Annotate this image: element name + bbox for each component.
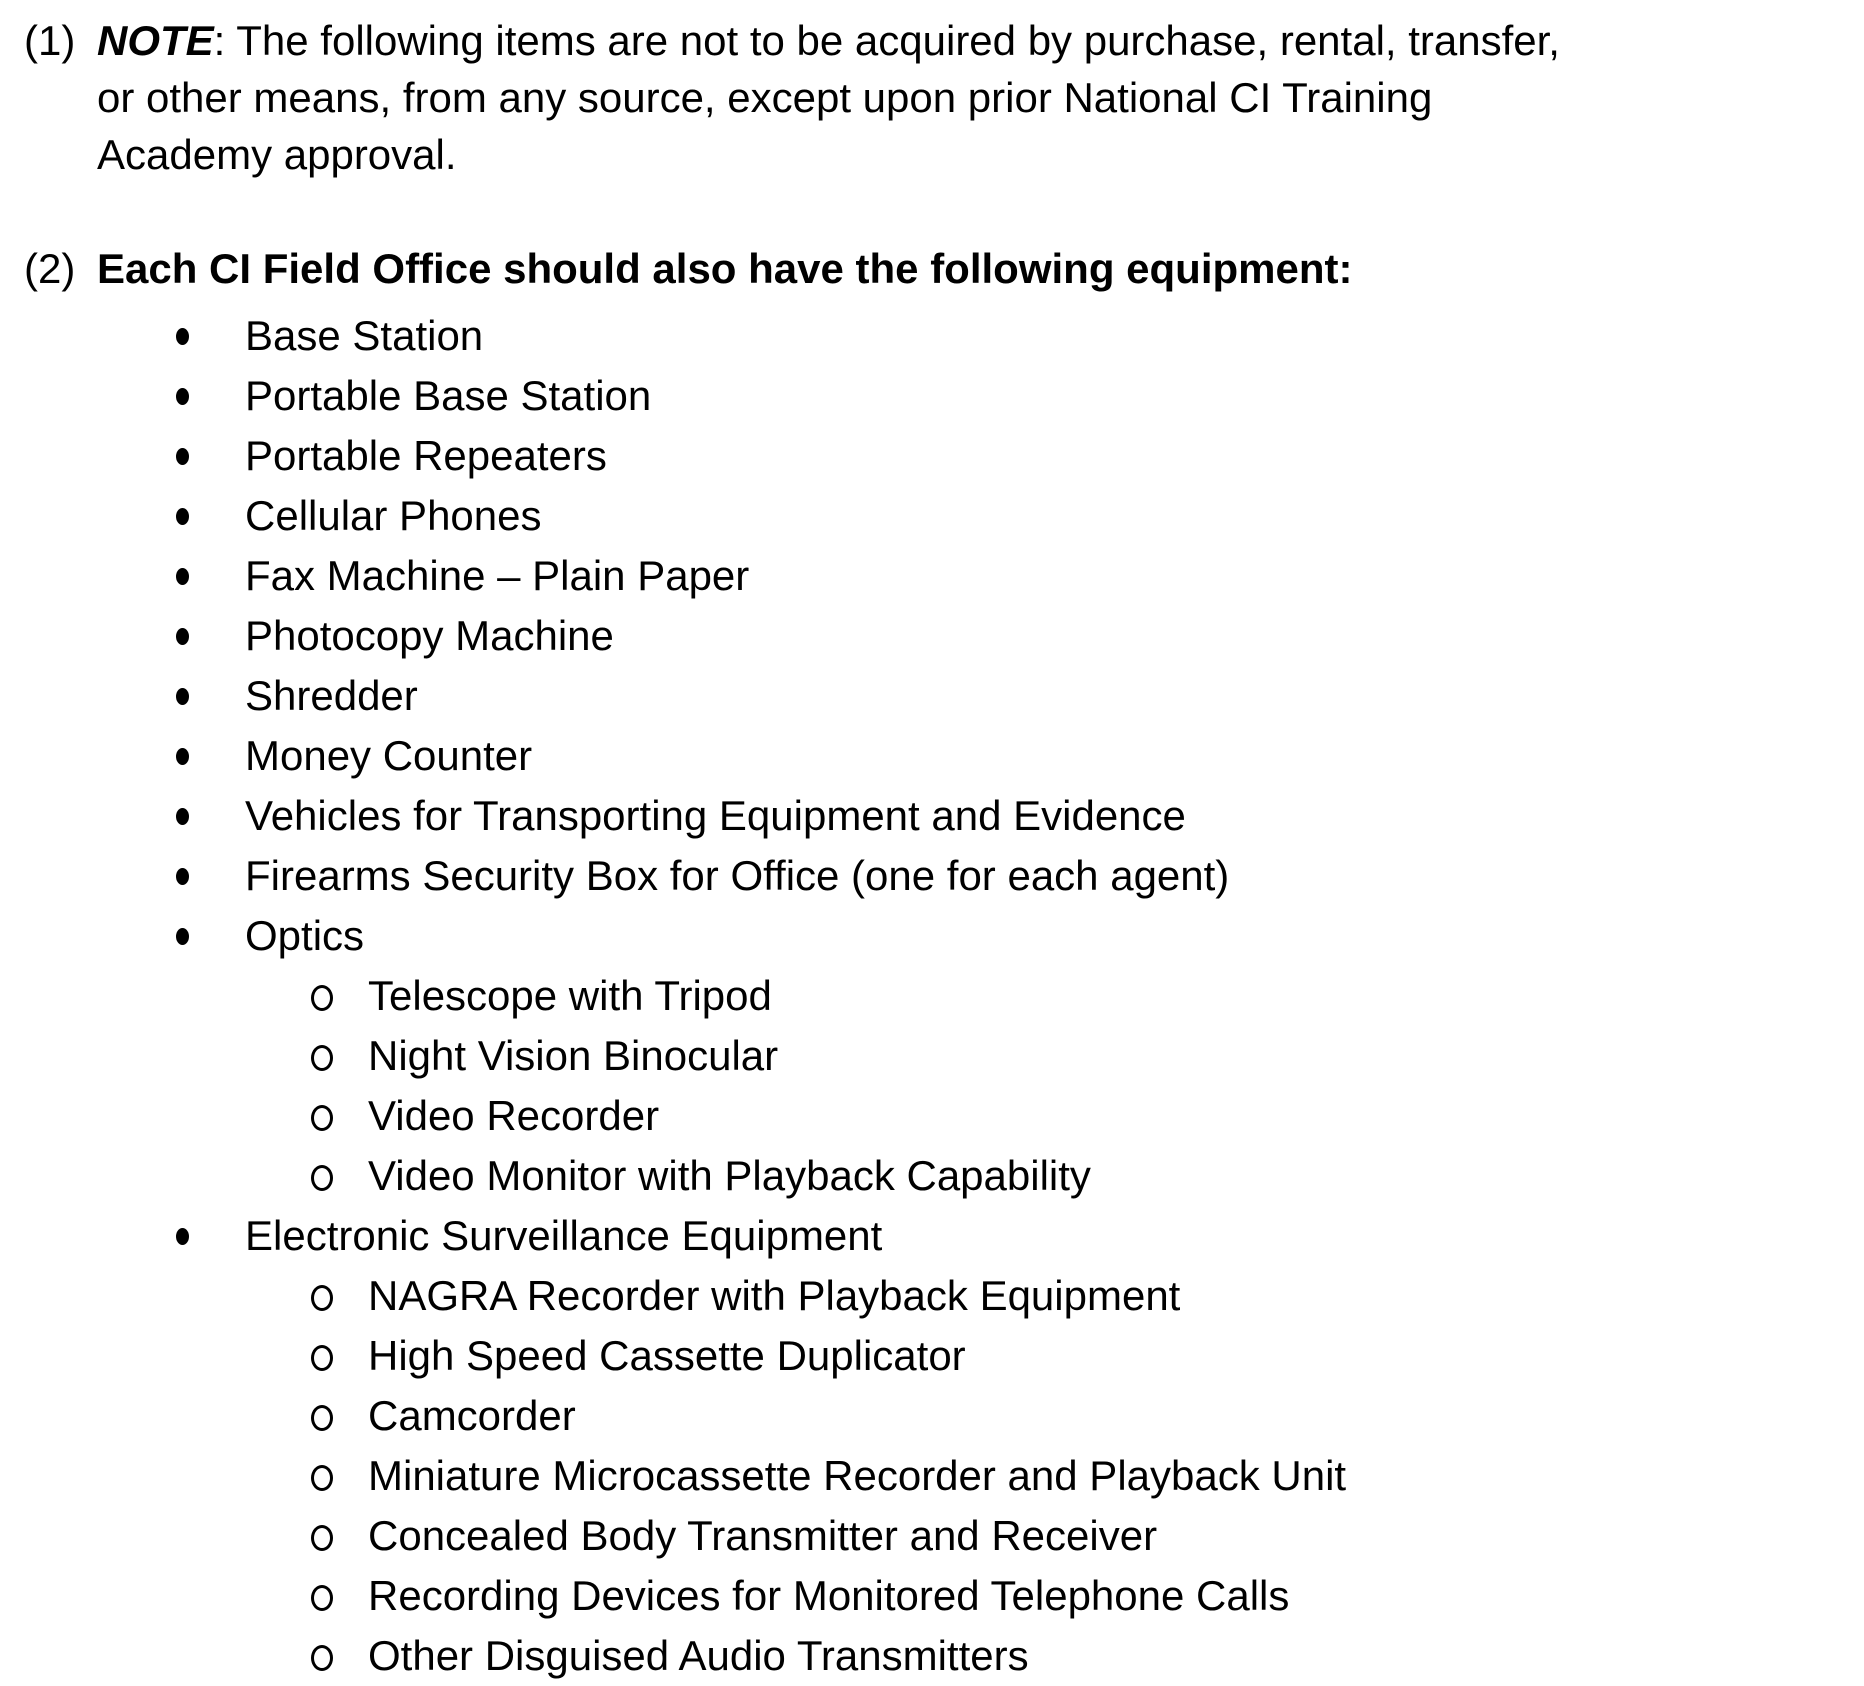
- equipment-heading-paragraph: [0, 240, 1864, 297]
- bullet-icon: [176, 868, 189, 885]
- equipment-item-label: Portable Repeaters: [245, 432, 607, 479]
- equipment-subitem: [0, 1626, 1864, 1686]
- equipment-item-label: Vehicles for Transporting Equipment and Evidence: [245, 792, 1186, 839]
- optics-sublist: [0, 966, 1864, 1206]
- equipment-item-label: Cellular Phones: [245, 492, 542, 539]
- equipment-item: [0, 426, 1864, 486]
- circle-bullet-icon: [311, 1285, 333, 1311]
- equipment-item-label: Shredder: [245, 672, 418, 719]
- equipment-subitem-label: Concealed Body Transmitter and Receiver: [368, 1512, 1158, 1559]
- equipment-subitem: [0, 1086, 1864, 1146]
- equipment-subitem-label: Telescope with Tripod: [368, 972, 772, 1019]
- equipment-item-label: Firearms Security Box for Office (one for each agent): [245, 852, 1230, 899]
- equipment-subitem: [0, 1386, 1864, 1446]
- bullet-icon: [176, 808, 189, 825]
- note-emphasis: NOTE: [97, 17, 214, 64]
- note-paragraph: [0, 12, 1864, 183]
- bullet-icon: [176, 688, 189, 705]
- equipment-subitem-label: NAGRA Recorder with Playback Equipment: [368, 1272, 1181, 1319]
- bullet-icon: [176, 328, 189, 345]
- equipment-subitem: [0, 1506, 1864, 1566]
- circle-bullet-icon: [311, 1525, 333, 1551]
- equipment-list: [0, 306, 1864, 1686]
- equipment-subitem: [0, 966, 1864, 1026]
- equipment-item-label: Money Counter: [245, 732, 533, 779]
- bullet-icon: [176, 568, 189, 585]
- circle-bullet-icon: [311, 985, 333, 1011]
- equipment-item: [0, 306, 1864, 366]
- circle-bullet-icon: [311, 1165, 333, 1191]
- circle-bullet-icon: [311, 1045, 333, 1071]
- equipment-subitem: [0, 1566, 1864, 1626]
- equipment-number: (2): [24, 245, 76, 292]
- equipment-item: [0, 786, 1864, 846]
- equipment-item-label: Optics: [245, 912, 365, 959]
- equipment-item-electronic-surveillance: [0, 1206, 1864, 1686]
- bullet-icon: [176, 388, 189, 405]
- bullet-icon: [176, 628, 189, 645]
- bullet-icon: [176, 1228, 189, 1245]
- note-number: (1): [24, 17, 76, 64]
- equipment-subitem-label: High Speed Cassette Duplicator: [368, 1332, 966, 1379]
- equipment-item: [0, 366, 1864, 426]
- equipment-item: [0, 726, 1864, 786]
- circle-bullet-icon: [311, 1585, 333, 1611]
- equipment-item-label: Base Station: [245, 312, 484, 359]
- equipment-item-label: Portable Base Station: [245, 372, 652, 419]
- equipment-item: [0, 486, 1864, 546]
- equipment-subitem: [0, 1446, 1864, 1506]
- circle-bullet-icon: [311, 1105, 333, 1131]
- note-line-3: Academy approval.: [97, 131, 457, 178]
- note-line-1: [97, 12, 1864, 69]
- equipment-subitem-label: Miniature Microcassette Recorder and Playback Unit: [368, 1452, 1347, 1499]
- equipment-subitem: [0, 1146, 1864, 1206]
- equipment-item: [0, 546, 1864, 606]
- bullet-icon: [176, 448, 189, 465]
- equipment-item-label: Electronic Surveillance Equipment: [245, 1212, 883, 1259]
- equipment-item-label: Photocopy Machine: [245, 612, 614, 659]
- equipment-subitem: [0, 1326, 1864, 1386]
- equipment-item-label: Fax Machine – Plain Paper: [245, 552, 750, 599]
- equipment-subitem: [0, 1026, 1864, 1086]
- equipment-item: [0, 846, 1864, 906]
- equipment-subitem-label: Video Recorder: [368, 1092, 660, 1139]
- bullet-icon: [176, 748, 189, 765]
- equipment-subitem-label: Night Vision Binocular: [368, 1032, 779, 1079]
- note-body: [97, 12, 1864, 183]
- electronic-surveillance-sublist: [0, 1266, 1864, 1686]
- equipment-item: [0, 666, 1864, 726]
- note-line-1-text: : The following items are not to be acquired by purchase, rental, transfer,: [213, 17, 1560, 64]
- circle-bullet-icon: [311, 1465, 333, 1491]
- circle-bullet-icon: [311, 1345, 333, 1371]
- circle-bullet-icon: [311, 1645, 333, 1671]
- bullet-icon: [176, 508, 189, 525]
- equipment-subitem-label: Recording Devices for Monitored Telephone Calls: [368, 1572, 1290, 1619]
- equipment-item-optics: [0, 906, 1864, 1206]
- equipment-subitem: [0, 1266, 1864, 1326]
- equipment-heading: Each CI Field Office should also have the following equipment:: [97, 245, 1353, 292]
- note-line-2: or other means, from any source, except upon prior National CI Training: [97, 74, 1433, 121]
- circle-bullet-icon: [311, 1405, 333, 1431]
- equipment-subitem-label: Other Disguised Audio Transmitters: [368, 1632, 1029, 1679]
- equipment-subitem-label: Video Monitor with Playback Capability: [368, 1152, 1091, 1199]
- bullet-icon: [176, 928, 189, 945]
- equipment-item: [0, 606, 1864, 666]
- equipment-subitem-label: Camcorder: [368, 1392, 576, 1439]
